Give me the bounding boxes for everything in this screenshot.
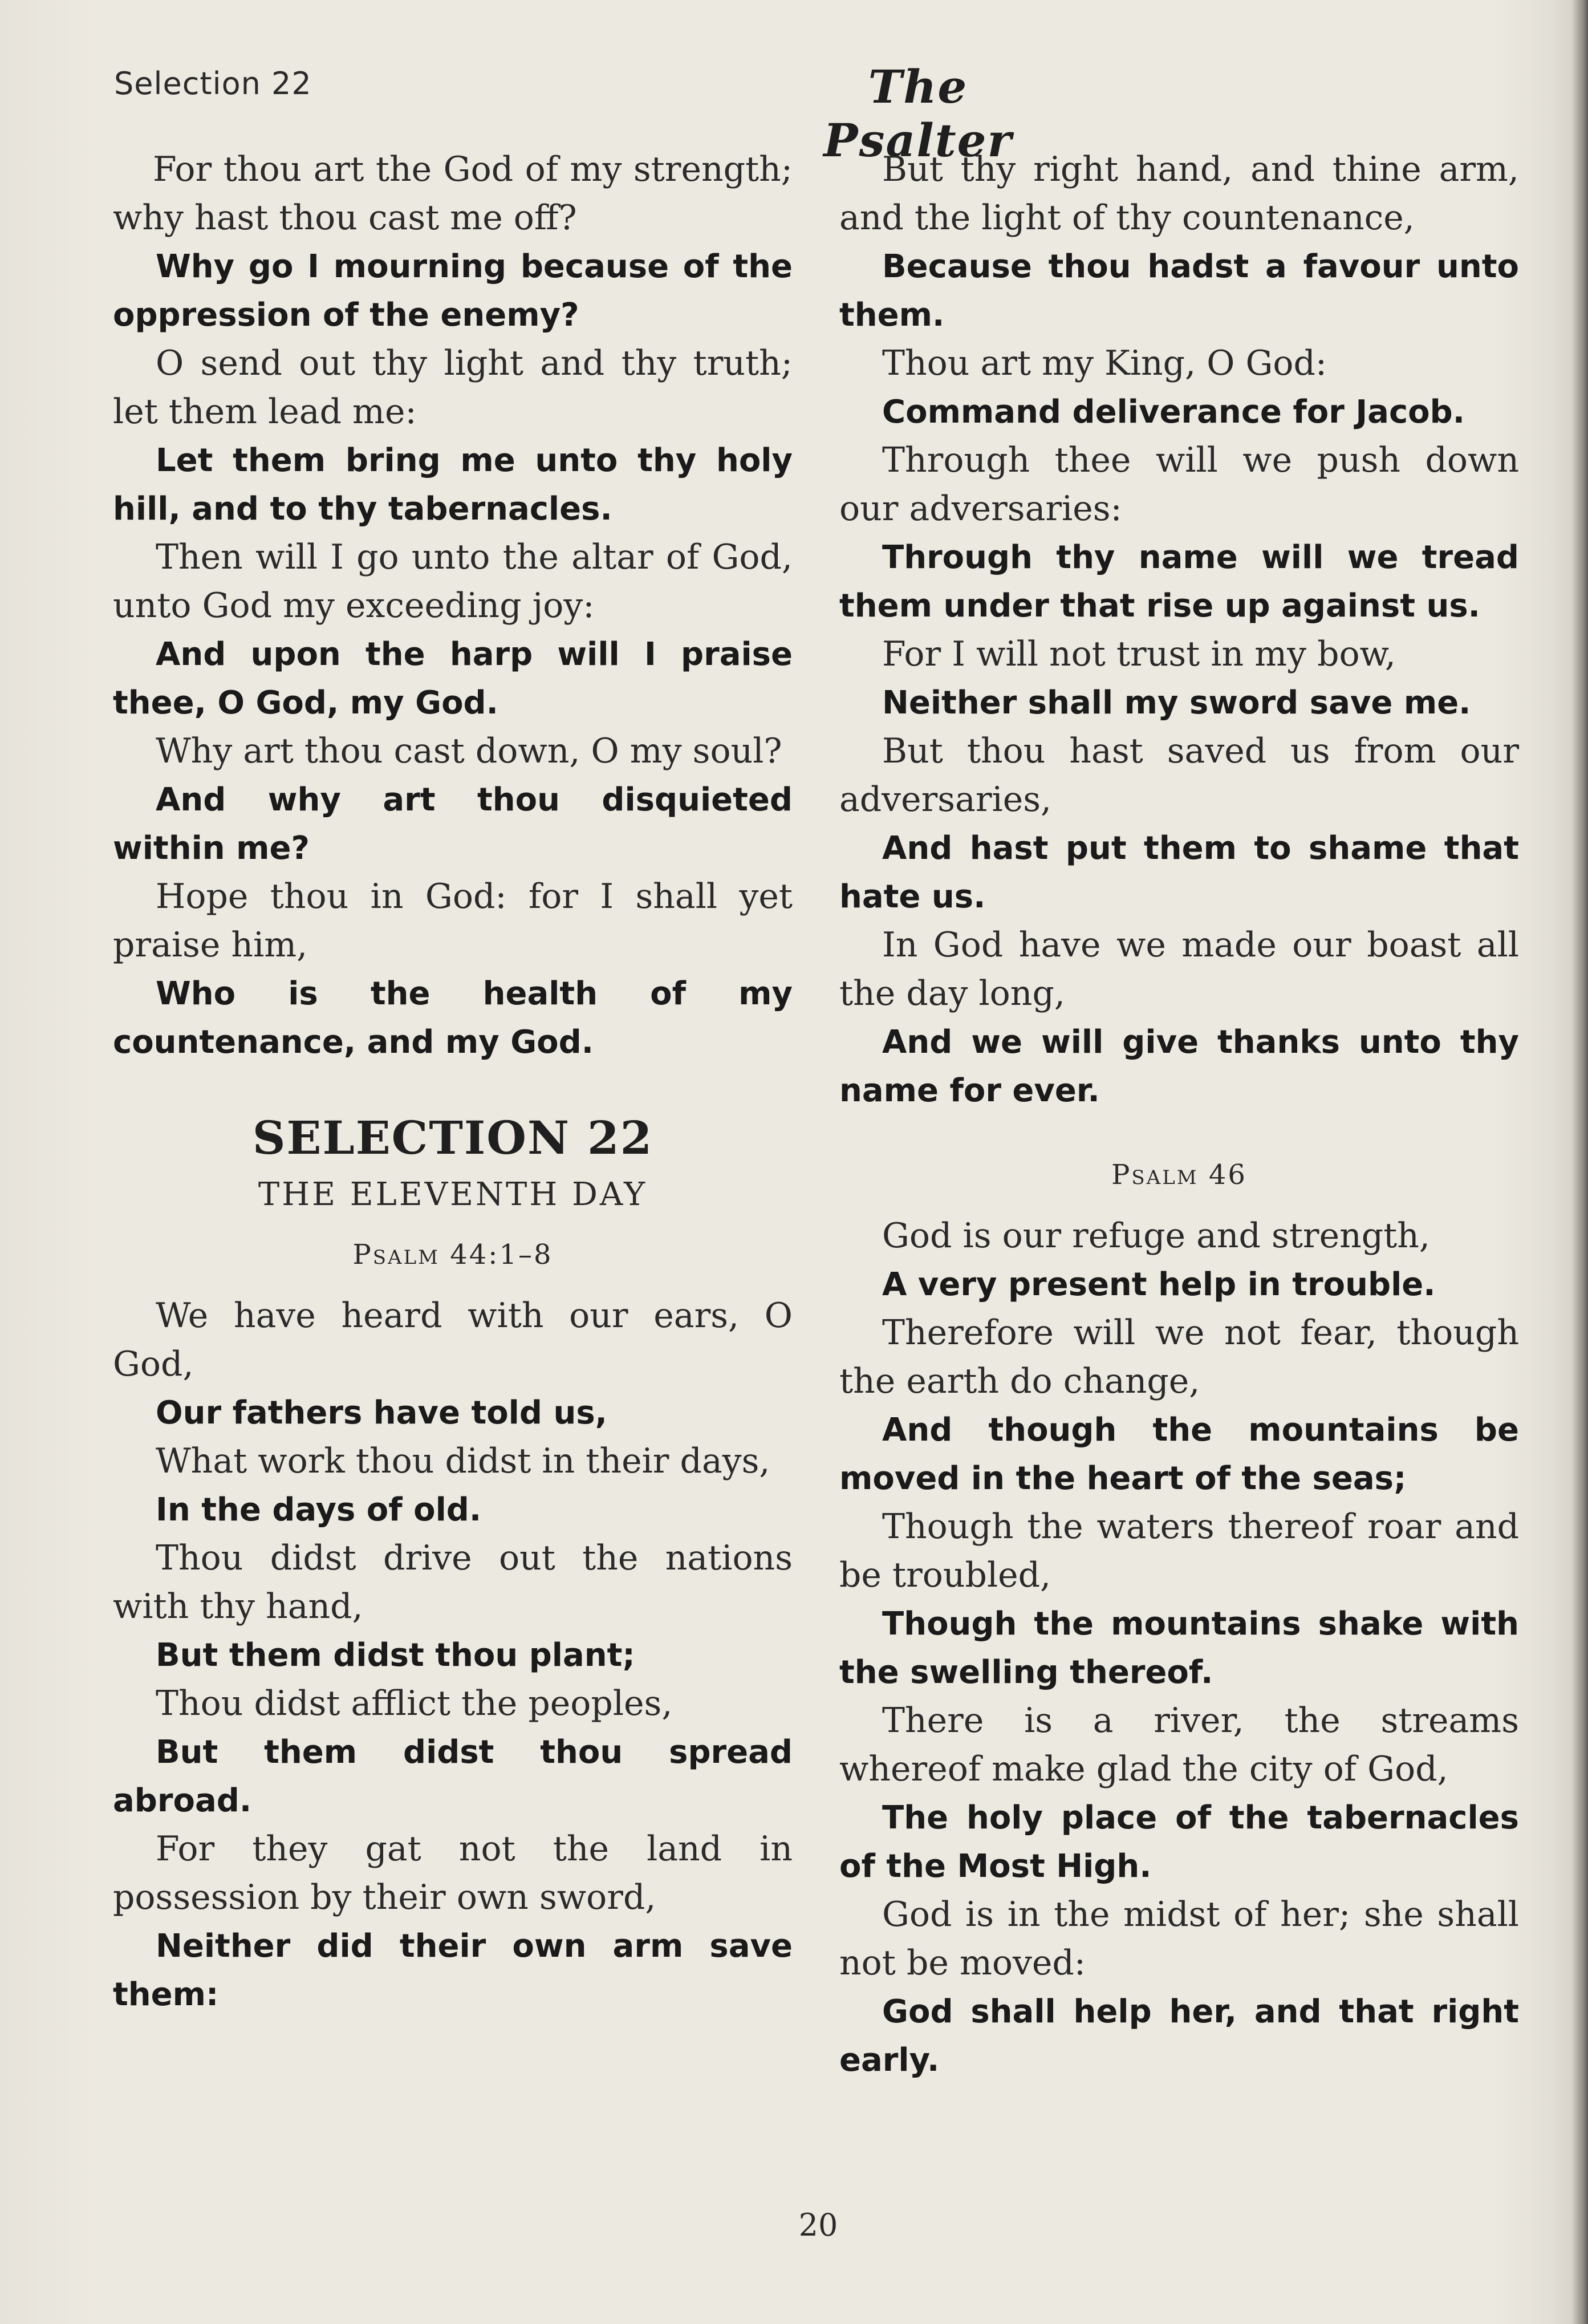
right-continuation-verses (839, 145, 1519, 1115)
verse: Neither shall my sword save me. (882, 684, 1471, 721)
verse: Who is the health of my countenance, and my God. (113, 975, 793, 1061)
verse: And though the mountains be moved in the heart of the seas; (839, 1412, 1519, 1497)
right-column (839, 145, 1519, 2084)
verse: In God have we made our boast all the day long, (839, 925, 1519, 1013)
verse: Through thee will we push down our adversaries: (839, 440, 1519, 529)
left-psalm-verses (113, 1292, 793, 2019)
verse: A very present help in trouble. (882, 1266, 1436, 1303)
verse: God is in the midst of her; she shall not be moved: (839, 1895, 1519, 1983)
verse: Let them bring me unto thy holy hill, and to thy tabernacles. (113, 442, 793, 528)
verse: There is a river, the streams whereof make glad the city of God, (839, 1701, 1519, 1789)
verse: And hast put them to shame that hate us. (839, 830, 1519, 915)
left-column (113, 145, 793, 2019)
verse: Because thou hadst a favour unto them. (839, 248, 1519, 334)
book-title: The Psalter (823, 60, 1013, 167)
verse: Why art thou cast down, O my soul? (156, 731, 782, 771)
verse: Thou didst drive out the nations with thy hand, (113, 1538, 793, 1627)
verse: For I will not trust in my bow, (882, 634, 1396, 674)
verse: Thou art my King, O God: (882, 343, 1327, 383)
psalm-reference: Psalm 46 (1111, 1159, 1247, 1191)
verse: For thou art the God of my strength; why hast thou cast me off? (113, 149, 793, 238)
verse: God is our refuge and strength, (882, 1216, 1430, 1256)
selection-label: Selection 22 (114, 66, 312, 102)
verse: And why art thou disquieted within me? (113, 781, 793, 867)
book-spine-edge (1572, 0, 1588, 2324)
verse: Why go I mourning because of the oppression of the enemy? (113, 248, 793, 334)
verse: O send out thy light and thy truth; let them lead me: (113, 343, 793, 432)
verse: The holy place of the tabernacles of the Most High. (839, 1799, 1519, 1885)
verse: Therefore will we not fear, though the earth do change, (839, 1313, 1519, 1401)
verse: Thou didst afflict the peoples, (156, 1684, 673, 1723)
verse: God shall help her, and that right early. (839, 1993, 1519, 2079)
day-heading: THE ELEVENTH DAY (258, 1176, 648, 1213)
left-continuation-verses (113, 145, 793, 1066)
verse: Our fathers have told us, (156, 1394, 607, 1431)
running-head (114, 60, 1500, 167)
verse: Though the waters thereof roar and be troubled, (839, 1507, 1519, 1595)
verse: Hope thou in God: for I shall yet praise him, (113, 877, 793, 965)
verse: For they gat not the land in possession by their own sword, (113, 1829, 793, 1917)
psalm-reference: Psalm 44:1–8 (352, 1239, 553, 1271)
verse: And we will give thanks unto thy name for ever. (839, 1024, 1519, 1109)
verse: What work thou didst in their days, (156, 1441, 770, 1481)
selection-heading: SELECTION 22 (252, 1111, 653, 1165)
verse: Through thy name will we tread them under that rise up against us. (839, 539, 1519, 624)
verse: But thy right hand, and thine arm, and the light of thy countenance, (839, 149, 1519, 238)
verse: In the days of old. (156, 1491, 482, 1528)
verse: But thou hast saved us from our adversaries, (839, 731, 1519, 820)
verse: Then will I go unto the altar of God, unto God my exceeding joy: (113, 537, 793, 626)
verse: Neither did their own arm save them: (113, 1928, 793, 2013)
verse: But them didst thou spread abroad. (113, 1734, 793, 1819)
verse: And upon the harp will I praise thee, O God, my God. (113, 636, 793, 721)
verse: We have heard with our ears, O God, (113, 1296, 793, 1384)
right-psalm-verses (839, 1212, 1519, 2084)
verse: Though the mountains shake with the swelling thereof. (839, 1605, 1519, 1691)
page-number: 20 (798, 2207, 838, 2243)
verse: But them didst thou plant; (156, 1637, 635, 1674)
verse: Command deliverance for Jacob. (882, 394, 1465, 431)
